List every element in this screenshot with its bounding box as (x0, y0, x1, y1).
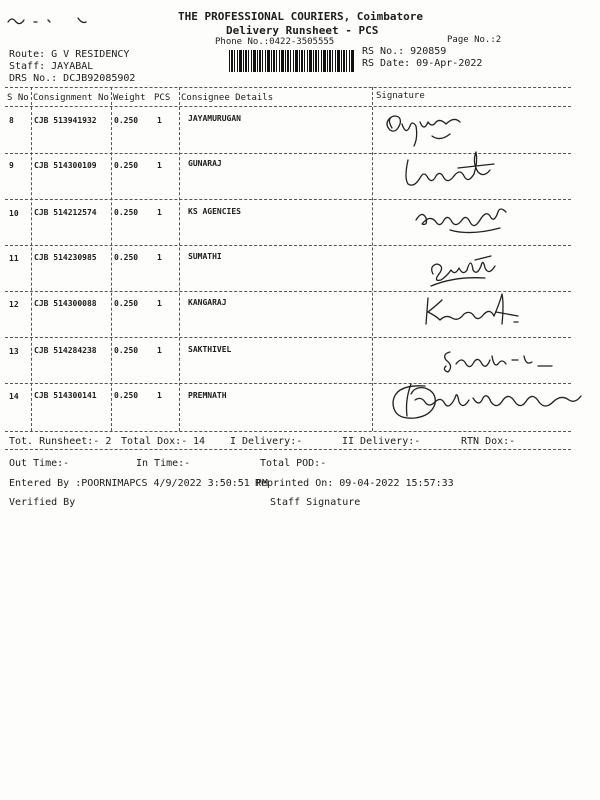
staff-signature: Staff Signature (270, 497, 361, 508)
row-weight: 0.250 (114, 208, 139, 217)
row-weight: 0.250 (114, 346, 139, 355)
rtn-dox: RTN Dox:- (461, 436, 516, 447)
barcode (229, 50, 355, 72)
signature-row-11 (425, 246, 515, 290)
col-header-signature: Signature (376, 91, 425, 101)
table-header-border (5, 106, 571, 107)
col-header-weight: Weight (113, 93, 146, 103)
total-dox-value: 14 (193, 436, 206, 447)
row-pcs: 1 (157, 299, 162, 308)
row-pcs: 1 (157, 116, 162, 125)
signature-row-10 (410, 200, 520, 240)
row-weight: 0.250 (114, 161, 139, 170)
row-pcs: 1 (157, 253, 162, 262)
row-consignee: SUMATHI (188, 252, 222, 261)
row-consignee: SAKTHIVEL (188, 345, 232, 354)
total-dox-label: Total Dox:- (121, 436, 188, 447)
col-header-sno: S No (7, 93, 29, 103)
col-header-consignment: Consignment No (33, 93, 109, 103)
col-divider-weight (179, 87, 180, 431)
row-consignment: CJB 514212574 (34, 208, 97, 217)
row-consignment: CJB 513941932 (34, 116, 97, 125)
out-time: Out Time:- (9, 458, 70, 469)
row-consignment: CJB 514284238 (34, 346, 97, 355)
row-sno: 13 (9, 347, 19, 356)
staff-name: Staff: JAYABAL (9, 61, 94, 72)
rs-date: RS Date: 09-Apr-2022 (362, 58, 483, 69)
signature-row-14 (385, 376, 585, 426)
in-time: In Time:- (136, 458, 191, 469)
verified-by: Verified By (9, 497, 76, 508)
row-sno: 8 (9, 116, 14, 125)
tot-runsheet: Tot. Runsheet:- 2 (9, 436, 112, 447)
row-sno: 14 (9, 392, 19, 401)
row-consignment: CJB 514230985 (34, 253, 97, 262)
signature-row-9 (398, 148, 498, 194)
col-divider-consignment (111, 87, 112, 431)
phone-number: Phone No.:0422-3505555 (215, 37, 335, 47)
runsheet-title: Delivery Runsheet - PCS (226, 24, 379, 37)
reprinted-on: Reprinted On: 09-04-2022 15:57:33 (255, 478, 454, 489)
entered-by: Entered By :POORNIMAPCS 4/9/2022 3:50:51 PM (9, 478, 268, 489)
signature-row-12 (418, 290, 538, 334)
drs-number: DRS No.: DCJB92085902 (9, 73, 136, 84)
row-sno: 11 (9, 254, 19, 263)
row-sno: 12 (9, 300, 19, 309)
row-consignment: CJB 514300141 (34, 391, 97, 400)
row-consignee: GUNARAJ (188, 159, 222, 168)
row-pcs: 1 (157, 391, 162, 400)
route: Route: G V RESIDENCY (9, 49, 130, 60)
row-consignee: KANGARAJ (188, 298, 227, 307)
ii-delivery: II Delivery:- (342, 436, 421, 447)
col-header-consignee: Consignee Details (181, 93, 274, 103)
row-divider (5, 337, 571, 338)
totals-divider (5, 449, 571, 450)
row-weight: 0.250 (114, 116, 139, 125)
corner-scribble-mark (4, 8, 104, 38)
col-header-pcs: PCS (154, 93, 171, 103)
total-pod: Total POD:- (260, 458, 327, 469)
table-top-border (5, 87, 571, 88)
row-weight: 0.250 (114, 299, 139, 308)
signature-row-8 (380, 108, 470, 152)
page-number: Page No.:2 (447, 35, 502, 45)
row-consignee: KS AGENCIES (188, 207, 241, 216)
col-divider-sno (31, 87, 32, 431)
row-consignment: CJB 514300109 (34, 161, 97, 170)
row-pcs: 1 (157, 208, 162, 217)
row-weight: 0.250 (114, 391, 139, 400)
row-weight: 0.250 (114, 253, 139, 262)
i-delivery: I Delivery:- (230, 436, 303, 447)
rs-number: RS No.: 920859 (362, 46, 447, 57)
row-sno: 9 (9, 161, 14, 170)
company-title: THE PROFESSIONAL COURIERS, Coimbatore (178, 10, 424, 23)
row-consignee: PREMNATH (188, 391, 227, 400)
row-pcs: 1 (157, 346, 162, 355)
table-bottom-border (5, 431, 571, 432)
row-sno: 10 (9, 209, 19, 218)
signature-row-13 (438, 342, 558, 378)
row-pcs: 1 (157, 161, 162, 170)
row-consignment: CJB 514300088 (34, 299, 97, 308)
col-divider-consignee (372, 87, 373, 431)
row-consignee: JAYAMURUGAN (188, 114, 241, 123)
